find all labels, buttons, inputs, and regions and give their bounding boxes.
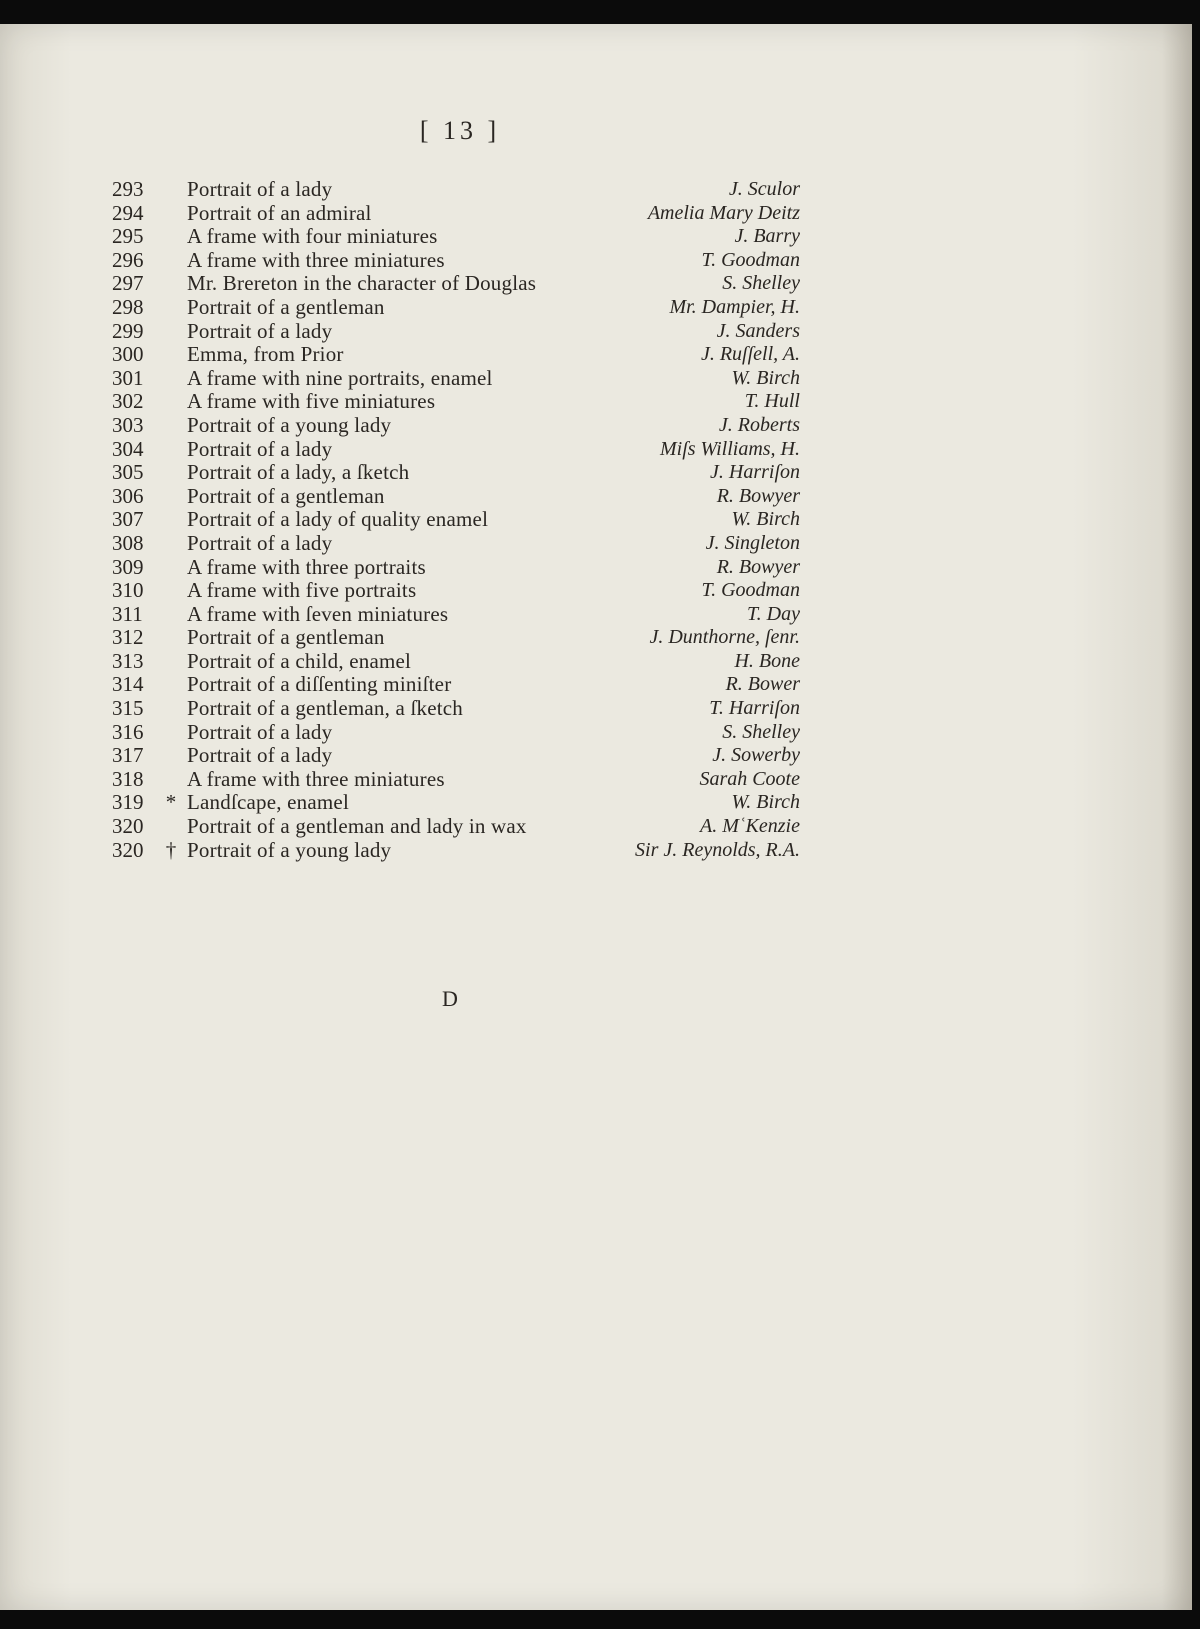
catalogue-entry [0,791,820,815]
entry-artist: J. Barry [734,225,800,248]
entry-title: Emma, from Prior [187,342,344,367]
entry-artist: W. Birch [731,791,800,814]
entry-number: 296 [112,247,144,272]
catalogue-entry [0,178,820,202]
catalogue-entry [0,532,820,556]
catalogue-entry [0,320,820,344]
entry-number: 298 [112,294,144,319]
catalogue-entry [0,508,820,532]
entry-number: 319 [112,790,144,815]
catalogue-entry [0,414,820,438]
entry-title: Portrait of a lady [187,743,333,768]
entry-title: Portrait of a young lady [187,837,392,862]
entry-number: 301 [112,365,144,390]
entry-number: 314 [112,672,144,697]
catalogue-entry [0,650,820,674]
catalogue-entry [0,272,820,296]
entry-title: Mr. Brereton in the character of Douglas [187,271,537,296]
entry-mark: * [165,790,177,815]
catalogue-entry [0,556,820,580]
entry-artist: T. Goodman [701,248,800,271]
catalogue-entry [0,367,820,391]
entry-artist: Mr. Dampier, H. [669,295,800,318]
entry-number: 300 [112,342,144,367]
entry-title: A frame with nine portraits, enamel [187,365,493,390]
catalogue-entry [0,768,820,792]
catalogue-entry [0,673,820,697]
entry-number: 302 [112,389,144,414]
catalogue-entry [0,296,820,320]
catalogue-entry [0,744,820,768]
entry-title: Portrait of a gentleman [187,483,385,508]
entry-artist: T. Harriſon [709,697,800,720]
entry-number: 313 [112,648,144,673]
catalogue-entry [0,485,820,509]
entry-artist: Miſs Williams, H. [659,437,800,460]
entry-number: 303 [112,412,144,437]
entry-number: 293 [112,177,144,201]
entry-number: 320 [112,814,144,839]
entry-title: Portrait of a lady [187,177,333,201]
entry-artist: R. Bowyer [716,484,800,507]
entry-artist: W. Birch [731,508,800,531]
entry-title: Portrait of a lady [187,719,333,744]
entry-title: Portrait of a young lady [187,412,392,437]
entry-artist: T. Goodman [701,579,800,602]
entry-artist: R. Bower [725,673,800,696]
catalogue-entry [0,626,820,650]
entry-artist: J. Sculor [728,178,800,200]
entry-artist: H. Bone [734,649,800,672]
signature-mark: D [442,986,458,1011]
entry-number: 294 [112,200,144,225]
entry-number: 318 [112,766,144,791]
entry-number: 320 [112,837,144,862]
entry-artist: Amelia Mary Deitz [647,201,800,224]
catalogue-entry [0,249,820,273]
entry-number: 316 [112,719,144,744]
entry-number: 299 [112,318,144,343]
catalogue-entry [0,225,820,249]
entry-artist: S. Shelley [722,720,800,743]
entry-title: Portrait of a lady of quality enamel [187,507,489,532]
catalogue-entry [0,815,820,839]
entry-title: A frame with five portraits [187,578,417,603]
entry-artist: A. MʿKenzie [700,815,800,838]
entry-title: Portrait of a child, enamel [187,648,412,673]
entry-artist: W. Birch [731,366,800,389]
entry-number: 317 [112,743,144,768]
catalogue-entry [0,721,820,745]
entry-number: 306 [112,483,144,508]
entry-title: A frame with five miniatures [187,389,436,414]
entry-title: Portrait of a lady [187,530,333,555]
catalogue-entry [0,343,820,367]
entry-title: Portrait of an admiral [187,200,372,225]
entry-number: 304 [112,436,144,461]
entry-artist: J. Harriſon [710,461,800,484]
entry-title: A frame with four miniatures [187,224,438,249]
entry-number: 305 [112,460,144,485]
entry-title: Portrait of a lady, a ſketch [187,460,410,485]
entry-title: A frame with three miniatures [187,247,445,272]
entry-number: 315 [112,696,144,721]
entry-artist: R. Bowyer [716,555,800,578]
entry-number: 307 [112,507,144,532]
entry-title: A frame with three miniatures [187,766,445,791]
catalogue-list [0,178,820,862]
page-number: [ 13 ] [419,116,501,145]
entry-artist: S. Shelley [722,272,800,295]
entry-artist: T. Day [747,602,800,625]
entry-artist: J. Sanders [716,319,800,342]
entry-artist: J. Singleton [705,531,800,554]
catalogue-entry [0,202,820,226]
entry-number: 308 [112,530,144,555]
entry-title: Landſcape, enamel [187,790,349,815]
entry-title: Portrait of a gentleman, a ſketch [187,696,464,721]
entry-mark: † [165,837,177,862]
entry-title: Portrait of a gentleman and lady in wax [187,814,527,839]
catalogue-entry [0,438,820,462]
entry-title: Portrait of a lady [187,436,333,461]
entry-title: Portrait of a gentleman [187,294,385,319]
entry-number: 309 [112,554,144,579]
entry-artist: Sarah Coote [699,767,800,790]
catalogue-entry [0,603,820,627]
entry-artist: Sir J. Reynolds, R.A. [635,838,800,861]
entry-number: 312 [112,625,144,650]
entry-title: Portrait of a gentleman [187,625,385,650]
entry-artist: J. Sowerby [712,744,800,767]
entry-title: Portrait of a diſſenting miniſter [187,672,452,697]
entry-number: 310 [112,578,144,603]
entry-number: 297 [112,271,144,296]
entry-artist: J. Dunthorne, ſenr. [649,626,800,649]
entry-title: A frame with ſeven miniatures [187,601,449,626]
entry-artist: J. Roberts [718,413,800,436]
catalogue-entry [0,579,820,603]
catalogue-entry [0,697,820,721]
entry-artist: J. Ruſſell, A. [700,343,800,366]
catalogue-entry [0,461,820,485]
catalogue-page [0,24,1192,1610]
entry-number: 295 [112,224,144,249]
entry-number: 311 [112,601,143,626]
entry-title: A frame with three portraits [187,554,426,579]
catalogue-entry [0,390,820,414]
entry-artist: T. Hull [744,390,800,413]
catalogue-entry [0,839,820,863]
entry-title: Portrait of a lady [187,318,333,343]
